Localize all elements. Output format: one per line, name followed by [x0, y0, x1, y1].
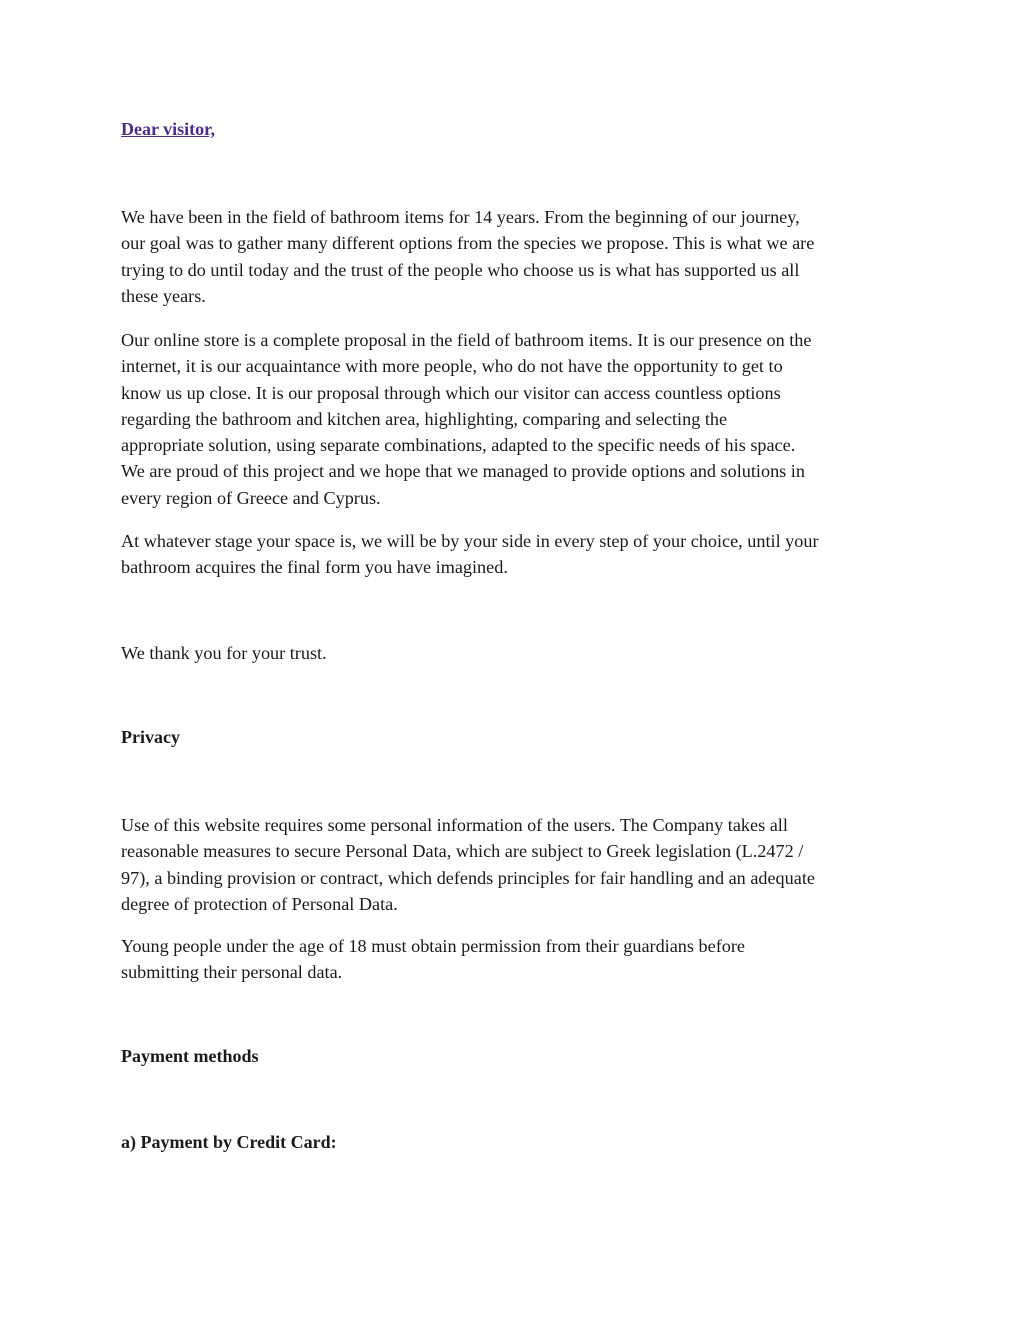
text-line: We are proud of this project and we hope that we managed to provide options and solutions in	[121, 461, 805, 482]
text-line: degree of protection of Personal Data.	[121, 893, 398, 914]
text-line: submitting their personal data.	[121, 962, 343, 983]
text-line: Our online store is a complete proposal in the field of bathroom items. It is our presence on the	[121, 330, 812, 350]
credit-card-subheading: a) Payment by Credit Card:	[121, 1132, 337, 1152]
text-line: appropriate solution, using separate combinations, adapted to the specific needs of his space.	[121, 435, 796, 456]
text-line: We have been in the field of bathroom items for 14 years. From the beginning of our journey,	[121, 207, 800, 227]
text-line: trying to do until today and the trust of the people who choose us is what has supported us all	[121, 259, 800, 280]
text-line: know us up close. It is our proposal through which our visitor can access countless options	[121, 382, 781, 403]
payment-heading: Payment methods	[121, 1046, 259, 1066]
greeting-link[interactable]: Dear visitor,	[121, 119, 215, 139]
text-line: regarding the bathroom and kitchen area, highlighting, comparing and selecting the	[121, 408, 728, 429]
text-line: these years.	[121, 285, 206, 306]
intro-paragraph-2	[121, 327, 906, 511]
text-line: 97), a binding provision or contract, which defends principles for fair handling and an adequate	[121, 867, 815, 888]
text-line: every region of Greece and Cyprus.	[121, 487, 381, 508]
text-line: reasonable measures to secure Personal Data, which are subject to Greek legislation (L.2472 /	[121, 841, 804, 862]
text-line: our goal was to gather many different options from the species we propose. This is what we are	[121, 233, 815, 254]
privacy-heading: Privacy	[121, 727, 180, 747]
text-line: bathroom acquires the final form you have imagined.	[121, 557, 508, 578]
privacy-paragraph-2	[121, 933, 906, 986]
text-line: Use of this website requires some personal information of the users. The Company takes all	[121, 815, 788, 835]
thanks-text	[121, 640, 906, 666]
intro-paragraph-3	[121, 528, 906, 581]
text-line: internet, it is our acquaintance with more people, who do not have the opportunity to get to	[121, 356, 783, 377]
privacy-paragraph-1	[121, 812, 906, 917]
text-line: At whatever stage your space is, we will be by your side in every step of your choice, until your	[121, 531, 819, 551]
intro-paragraph-1	[121, 204, 906, 309]
text-line: We thank you for your trust.	[121, 643, 327, 663]
text-line: Young people under the age of 18 must obtain permission from their guardians before	[121, 936, 745, 956]
